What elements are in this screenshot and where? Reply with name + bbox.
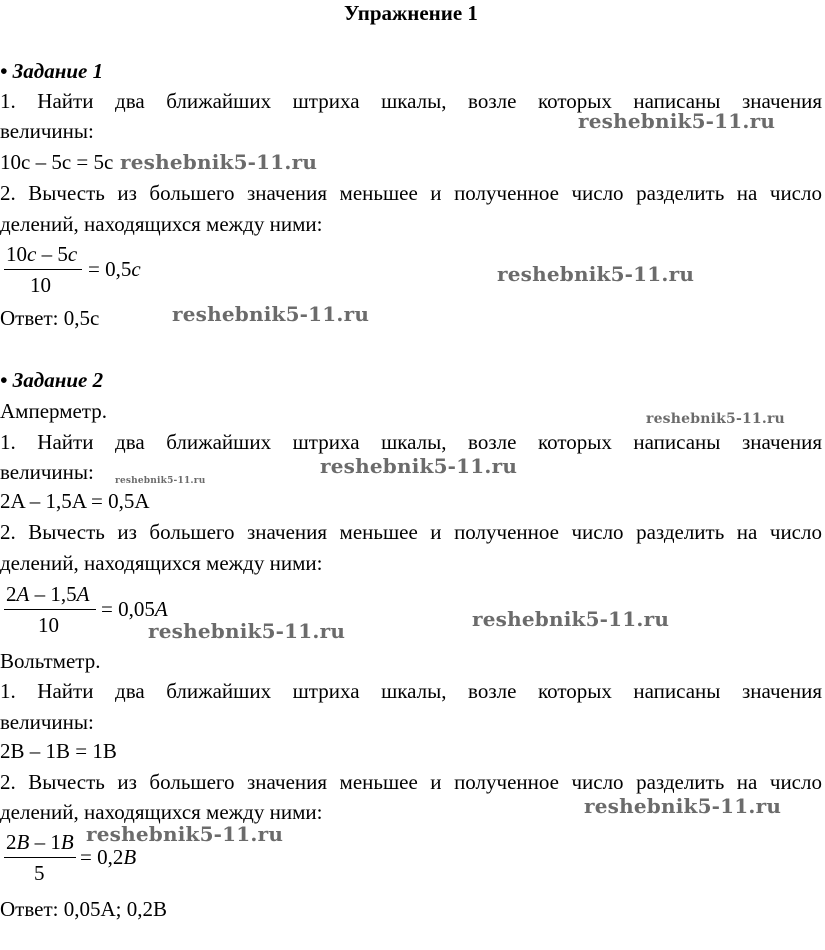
ammeter-step-2-line-1: 2. Вычесть из большего значения меньшее и полученное число разделить на число xyxy=(0,520,822,544)
task-1-answer: Ответ: 0,5с xyxy=(0,306,100,330)
formula-result-var: B xyxy=(123,845,137,869)
watermark: reshebnik5-11.ru xyxy=(320,454,518,478)
watermark: reshebnik5-11.ru xyxy=(172,302,370,326)
fraction-bar xyxy=(4,857,76,858)
formula-numerator-var: A xyxy=(16,582,30,606)
watermark: reshebnik5-11.ru xyxy=(115,476,206,486)
formula-numerator-var: B xyxy=(60,830,74,854)
task-1-heading: • Задание 1 xyxy=(0,59,104,83)
voltmeter-calculation: 2B – 1B = 1B xyxy=(0,739,117,763)
watermark: reshebnik5-11.ru xyxy=(148,619,346,643)
task-2-heading: • Задание 2 xyxy=(0,368,104,392)
formula-result: = 0,05 xyxy=(101,597,155,621)
task-2-answer: Ответ: 0,05А; 0,2В xyxy=(0,897,167,921)
task-1-step-1-line-1: 1. Найти два ближайших штриха шкалы, возле которых написаны значения xyxy=(0,89,822,113)
voltmeter-label: Вольтметр. xyxy=(0,649,101,673)
watermark: reshebnik5-11.ru xyxy=(578,109,776,133)
task-1-step-1-line-2: величины: xyxy=(0,119,94,143)
watermark: reshebnik5-11.ru xyxy=(120,150,318,174)
formula-denominator: 10 xyxy=(30,273,51,297)
voltmeter-step-2-line-2: делений, находящихся между ними: xyxy=(0,800,323,824)
formula-result-var: A xyxy=(154,597,168,621)
formula-numerator-var: B xyxy=(16,830,30,854)
formula-result: = 0,2 xyxy=(80,845,124,869)
watermark: reshebnik5-11.ru xyxy=(497,262,695,286)
task-1-calculation: 10c – 5c = 5c xyxy=(0,150,114,174)
watermark: reshebnik5-11.ru xyxy=(86,822,284,846)
watermark: reshebnik5-11.ru xyxy=(646,411,785,427)
formula-numerator-op: – 5 xyxy=(36,242,68,266)
fraction-bar xyxy=(4,269,82,270)
formula-numerator-part: 2 xyxy=(6,582,17,606)
ammeter-calculation: 2A – 1,5A = 0,5A xyxy=(0,489,150,513)
fraction-bar xyxy=(4,609,96,610)
formula-result: = 0,5 xyxy=(88,257,132,281)
watermark: reshebnik5-11.ru xyxy=(472,607,670,631)
ammeter-step-1-line-2: величины: xyxy=(0,460,94,484)
formula-numerator-var: c xyxy=(67,242,78,266)
ammeter-label: Амперметр. xyxy=(0,399,107,423)
ammeter-step-2-line-2: делений, находящихся между ними: xyxy=(0,551,323,575)
task-1-step-2-line-2: делений, находящихся между ними: xyxy=(0,212,323,236)
voltmeter-step-1-line-1: 1. Найти два ближайших штриха шкалы, возле которых написаны значения xyxy=(0,679,822,703)
formula-numerator-op: – 1,5 xyxy=(29,582,77,606)
formula-denominator: 10 xyxy=(38,613,59,637)
page-title: Упражнение 1 xyxy=(344,1,478,25)
formula-numerator-var: A xyxy=(76,582,90,606)
voltmeter-step-1-line-2: величины: xyxy=(0,710,94,734)
formula-denominator: 5 xyxy=(34,861,45,885)
formula-result-var: c xyxy=(131,257,141,281)
formula-numerator-var: c xyxy=(27,242,37,266)
watermark: reshebnik5-11.ru xyxy=(584,794,782,818)
task-1-step-2-line-1: 2. Вычесть из большего значения меньшее и полученное число разделить на число xyxy=(0,181,822,205)
formula-numerator-part: 10 xyxy=(6,242,27,266)
task-1-formula xyxy=(0,242,200,302)
ammeter-step-1-line-1: 1. Найти два ближайших штриха шкалы, возле которых написаны значения xyxy=(0,430,822,454)
formula-numerator-part: 2 xyxy=(6,830,17,854)
formula-numerator-op: – 1 xyxy=(29,830,61,854)
voltmeter-step-2-line-1: 2. Вычесть из большего значения меньшее и полученное число разделить на число xyxy=(0,770,822,794)
